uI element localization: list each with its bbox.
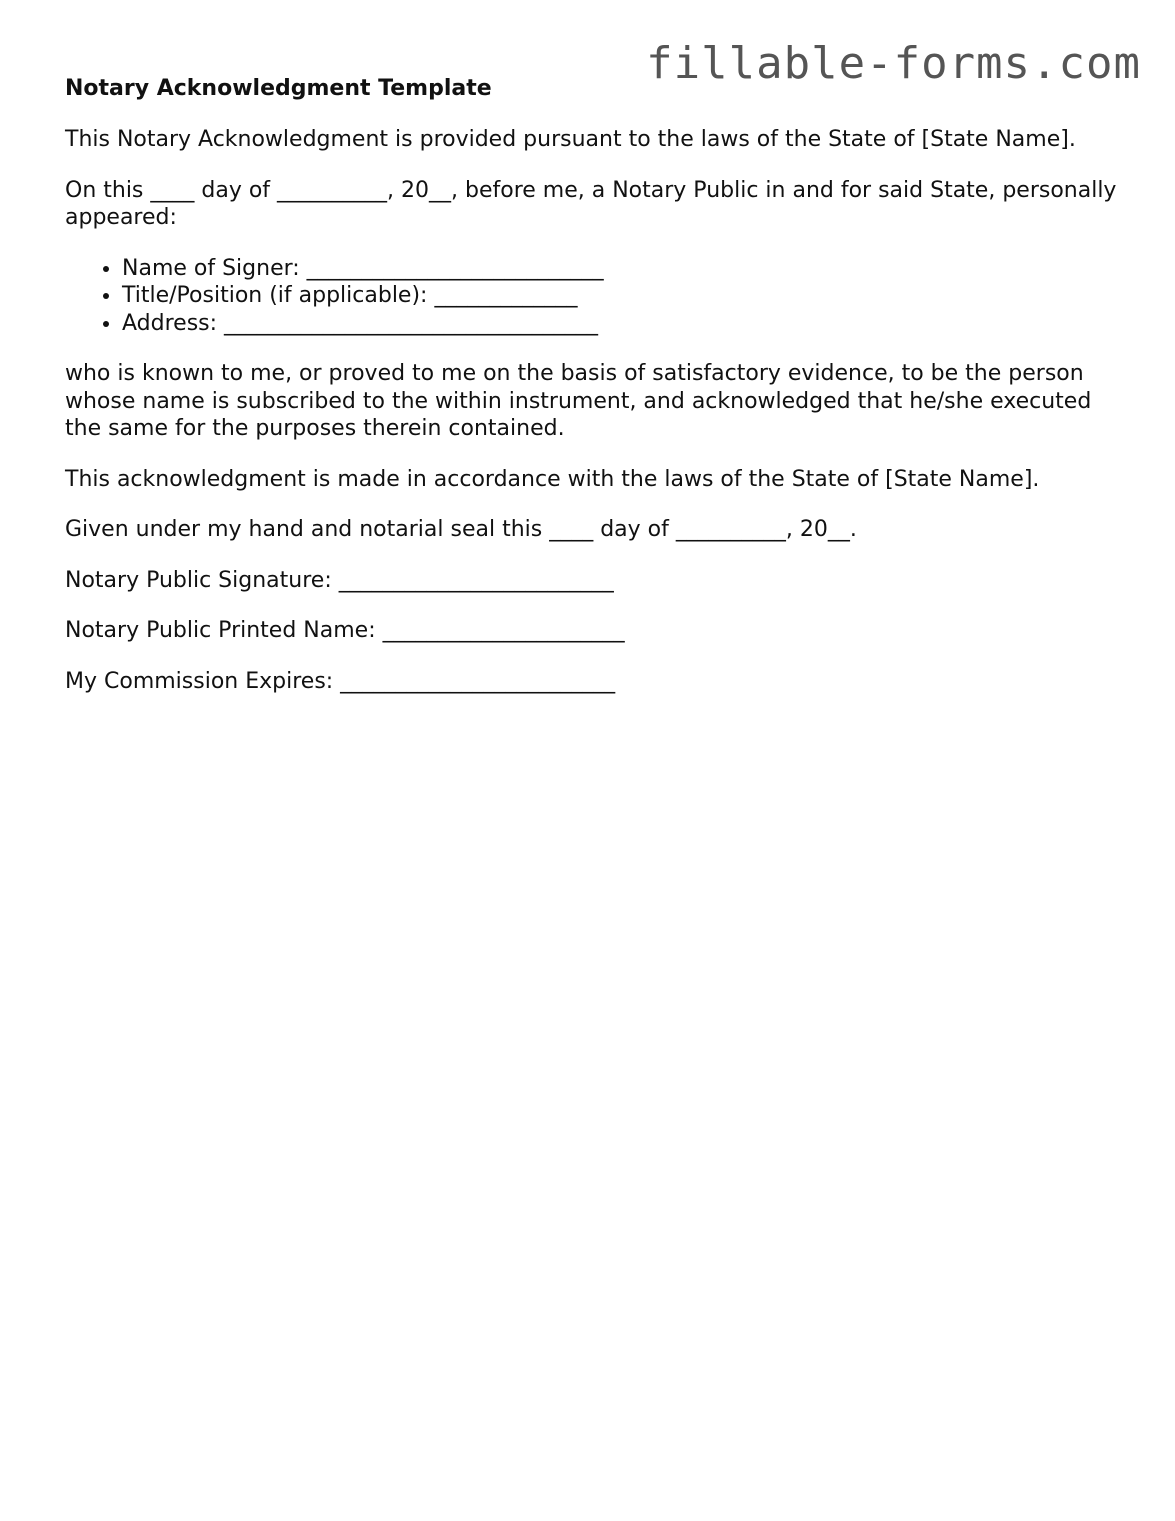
given-paragraph[interactable]: Given under my hand and notarial seal this ____ day of __________, 20__.: [65, 517, 857, 542]
notary-printed-name-field[interactable]: Notary Public Printed Name: ______________________: [65, 618, 625, 643]
commission-expires-field[interactable]: My Commission Expires: _________________________: [65, 668, 616, 694]
signer-name-field[interactable]: • Name of Signer: ___________________________: [122, 255, 1125, 283]
signer-address-field[interactable]: • Address: __________________________________: [122, 310, 1125, 338]
appearance-paragraph: On this ____ day of __________, 20__, before me, a Notary Public in and for said State, personally appeared:: [65, 177, 1117, 230]
notary-signature-field[interactable]: Notary Public Signature: _________________________: [65, 567, 614, 593]
accordance-paragraph: This acknowledgment is made in accordance with the laws of the State of [State Name].: [65, 466, 1040, 492]
intro-paragraph: This Notary Acknowledgment is provided pursuant to the laws of the State of [State Name].: [65, 127, 1076, 152]
document-title: Notary Acknowledgment Template: [65, 76, 492, 101]
signer-field-list: [65, 255, 1125, 338]
signer-title-field[interactable]: • Title/Position (if applicable): _____________: [122, 282, 1125, 310]
document-body: [65, 74, 1125, 718]
known-paragraph: who is known to me, or proved to me on the basis of satisfactory evidence, to be the person whose name is subscribed to the within instrument, and acknowledged that he/she executed the same for the purposes therein contained.: [65, 361, 1092, 441]
watermark-logo: fillable-forms.com: [646, 38, 1141, 89]
